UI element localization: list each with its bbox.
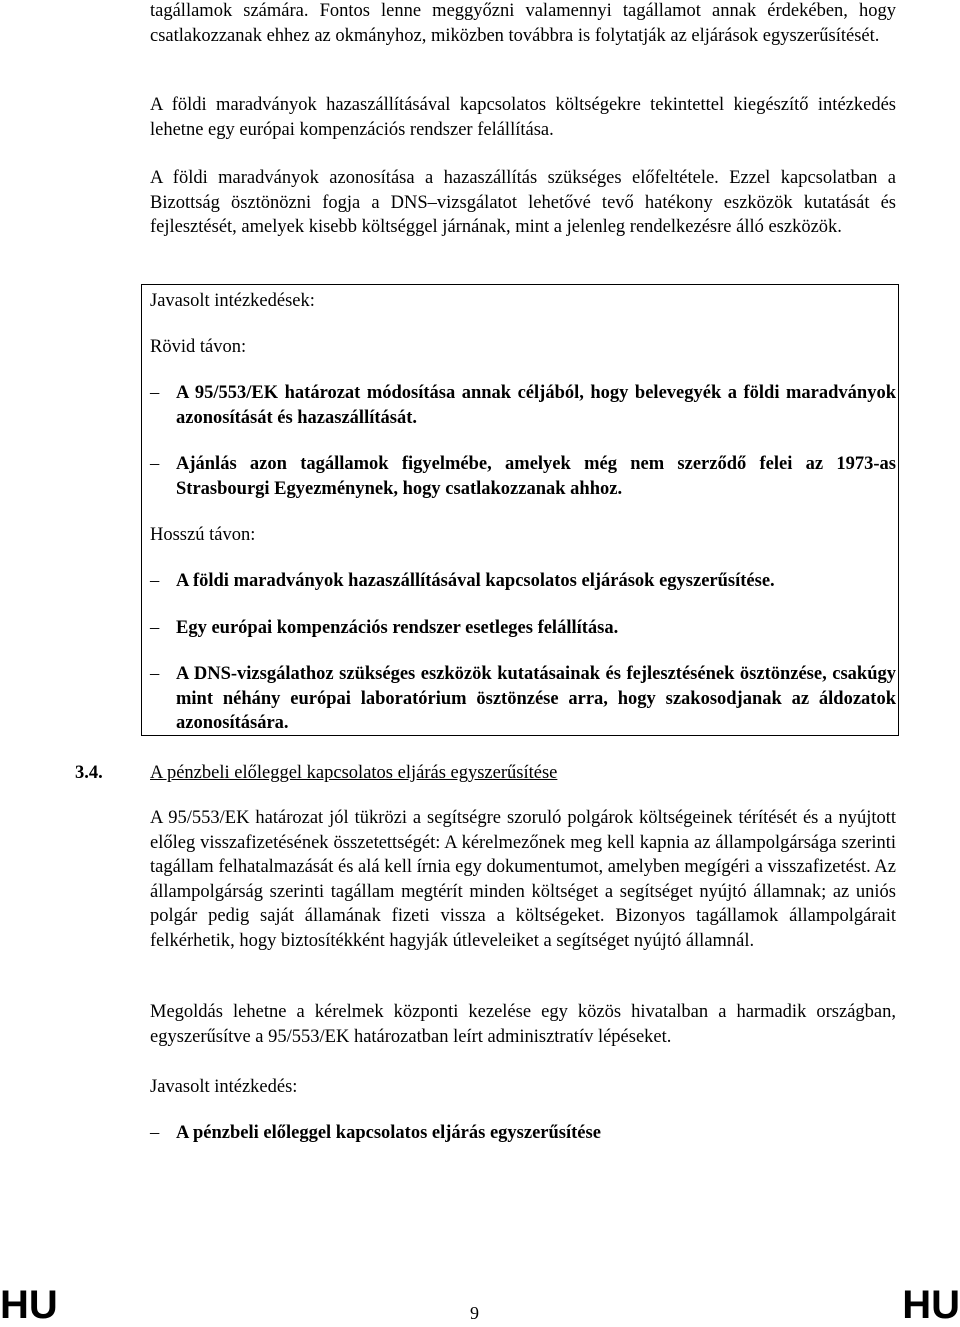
section-title: A pénzbeli előleggel kapcsolatos eljárás egyszerűsítése [150, 763, 558, 783]
section-proposed-item-1 [150, 1121, 896, 1146]
section-number: 3.4. [75, 763, 103, 783]
long-term-item-3 [150, 662, 896, 736]
page-number: 9 [470, 1303, 479, 1323]
intro-paragraph-1: tagállamok számára. Fontos lenne meggyőzni valamennyi tagállamot annak érdekében, hogy csatlakozzanak ehhez az okmányhoz, miközben továbbra is folytatják az eljárások egyszerűsítését. [150, 1, 896, 46]
section-proposed-label: Javasolt intézkedés: [150, 1077, 298, 1097]
footer-language-left: HU [0, 1283, 58, 1327]
long-term-item-text: Egy európai kompenzációs rendszer esetleges felállítása. [176, 618, 619, 638]
long-term-label: Hosszú távon: [150, 525, 256, 545]
short-term-item-1 [150, 381, 896, 430]
proposed-measures-heading: Javasolt intézkedések: [150, 291, 315, 311]
footer-language-right: HU [902, 1283, 960, 1327]
long-term-item-2 [150, 616, 896, 641]
long-term-item-text: A földi maradványok hazaszállításával kapcsolatos eljárások egyszerűsítése. [176, 571, 775, 591]
dash-bullet: – [150, 571, 160, 591]
short-term-item-text: A 95/553/EK határozat módosítása annak céljából, hogy belevegyék a földi maradványok azonosítását és hazaszállítását. [176, 383, 896, 428]
section-paragraph-1: A 95/553/EK határozat jól tükrözi a segítségre szoruló polgárok költségeinek térítését és a nyújtott előleg visszafizetésének összetettségét: A kérelmezőnek meg kell kapnia az állampolgársága szerinti tagállam felhatalmazását és alá kell írnia egy dokumentumot, amelyben megígéri a visszafizetést. Az állampolgárság szerinti tagállam megtérít minden költséget a segítséget nyújtó államnak; az uniós polgár pedig saját államának fizeti vissza a költségeket. Bizonyos tagállamok állampolgárait felkérhetik, hogy biztosítékként hagyják útleveleiket a segítséget nyújtó államnál. [150, 808, 896, 951]
short-term-item-2 [150, 452, 896, 501]
long-term-item-1 [150, 569, 896, 594]
intro-paragraph-3: A földi maradványok azonosítása a hazaszállítás szükséges előfeltétele. Ezzel kapcsolatban a Bizottság ösztönözni fogja a DNS–vizsgálatot lehetővé tevő hatékony eszközök kutatását és fejlesztését, amelyek kisebb költséggel járnának, mint a jelenleg rendelkezésre álló eszközök. [150, 168, 896, 237]
dash-bullet: – [150, 1123, 160, 1143]
short-term-label: Rövid távon: [150, 337, 247, 357]
intro-paragraph-2: A földi maradványok hazaszállításával kapcsolatos költségekre tekintettel kiegészítő intézkedés lehetne egy európai kompenzációs rendszer felállítása. [150, 95, 896, 140]
section-proposed-item-text: A pénzbeli előleggel kapcsolatos eljárás egyszerűsítése [176, 1123, 601, 1143]
dash-bullet: – [150, 618, 160, 638]
dash-bullet: – [150, 383, 160, 403]
dash-bullet: – [150, 664, 160, 684]
section-paragraph-2: Megoldás lehetne a kérelmek központi kezelése egy közös hivatalban a harmadik országban, egyszerűsítve a 95/553/EK határozatban leírt adminisztratív lépéseket. [150, 1002, 896, 1047]
long-term-item-text: A DNS-vizsgálathoz szükséges eszközök kutatásainak és fejlesztésének ösztönzése, csakúgy mint néhány európai laboratórium ösztönzése arra, hogy szakosodjanak az áldozatok azonosítására. [176, 664, 896, 733]
dash-bullet: – [150, 454, 160, 474]
short-term-item-text: Ajánlás azon tagállamok figyelmébe, amelyek még nem szerződő felei az 1973-as Strasbourgi Egyezménynek, hogy csatlakozzanak ahhoz. [176, 454, 896, 499]
